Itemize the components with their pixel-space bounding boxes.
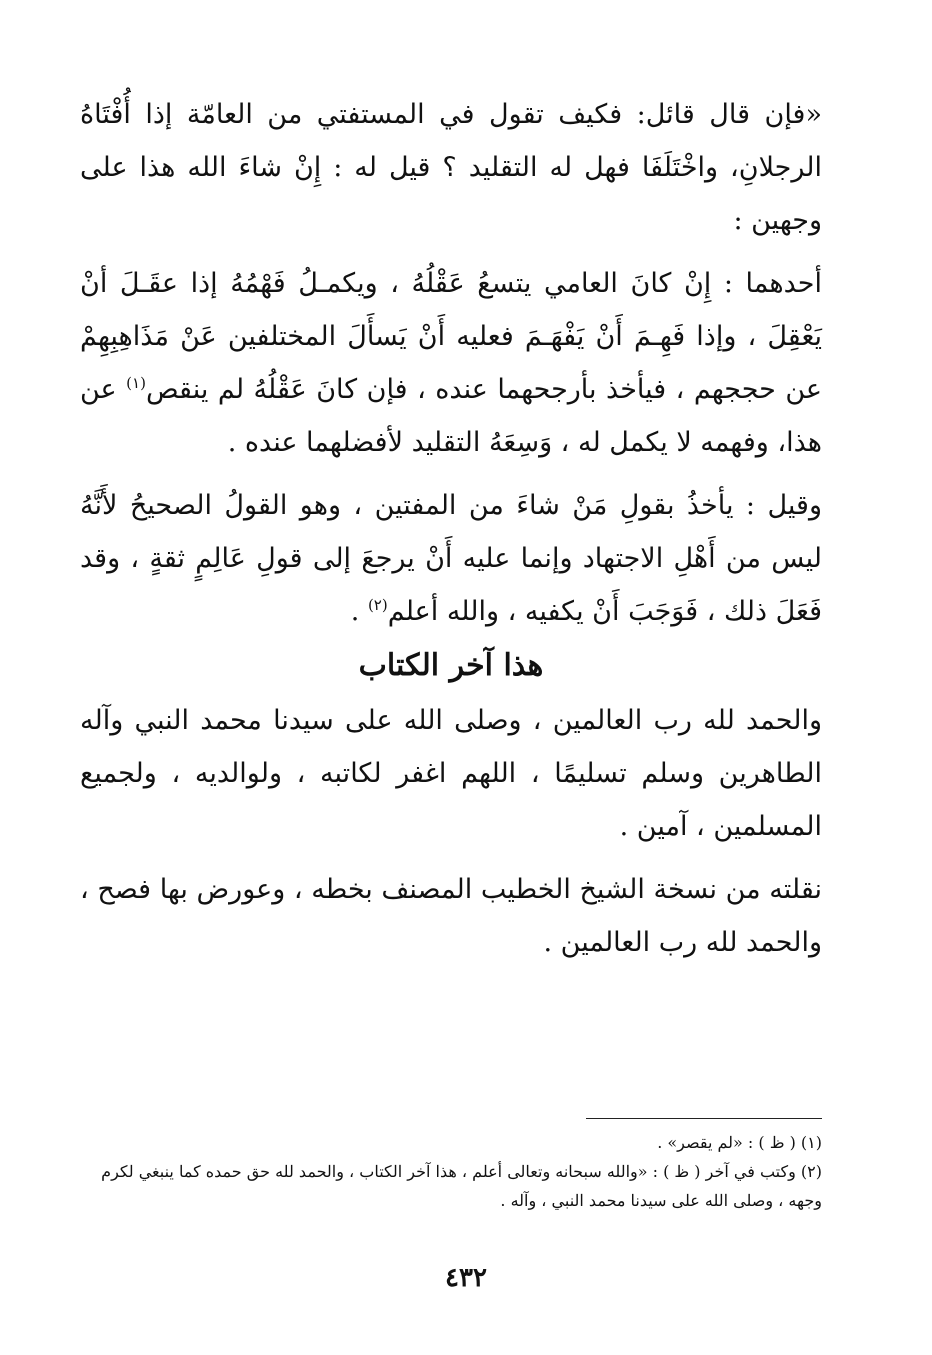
paragraph-question [80, 88, 822, 247]
main-text [80, 88, 822, 969]
section-heading: هذا آخر الكتاب [358, 648, 544, 683]
footnote-ref-2[interactable]: (٢) [367, 596, 388, 614]
footnote-divider [586, 1118, 822, 1119]
paragraph-first-view-text-b: عن هذا، وفهمه لا يكمل له ، وَسِعَهُ التقليد لأفضلهما عنده . [80, 374, 822, 458]
footnote-2: (٢) وكتب في آخر ( ظ ) : «والله سبحانه وتعالى أعلم ، هذا آخر الكتاب ، والحمد لله حق حمده كما ينبغي لكرم وجهه ، وصلى الله على سيدنا محمد النبي ، وآله . [101, 1162, 822, 1210]
paragraph-second-view-text-a: وقيل : يأخذُ بقولِ مَنْ شاءَ من المفتين ، وهو القولُ الصحيحُ لأَنَّهُ ليس من أَهْلِ الاجتهاد وإنما عليه أَنْ يرجعَ إلى قولِ عَالِمٍ ثقةٍ ، وقد فَعَلَ ذلك ، فَوَجَبَ أَنْ يكفيه ، والله أعلم [80, 490, 822, 627]
paragraph-question-text: «فإن قال قائل: فكيف تقول في المستفتي من العامّة إذا أُفْتَاهُ الرجلانِ، واخْتَلَفَا فهل له التقليد ؟ قيل له : إِنْ شاءَ الله هذا على وجهين : [80, 99, 822, 236]
paragraph-copy-note: نقلته من نسخة الشيخ الخطيب المصنف بخطه ، وعورض بها فصح ، والحمد لله رب العالمين . [80, 874, 822, 958]
footnote-ref-1[interactable]: (١) [126, 374, 146, 392]
paragraph-second-view [80, 479, 822, 638]
page-number: ٤٣٢ [445, 1263, 487, 1293]
paragraph-closing-prayer: والحمد لله رب العالمين ، وصلى الله على سيدنا محمد النبي وآله الطاهرين وسلم تسليمًا ، اللهم اغفر لكاتبه ، ولوالديه ، ولجميع المسلمين ، آمين . [80, 705, 822, 842]
footnotes [80, 1128, 822, 1215]
paragraph-second-view-text-b: . [350, 596, 368, 627]
paragraph-first-view-text-a: أحدهما : إِنْ كانَ العامي يتسعُ عَقْلُهُ ، ويكمـلُ فَهْمُهُ إذا عقَـلَ أنْ يَعْقِلَ ، وإذا فَهِـمَ أَنْ يَفْهَـمَ فعليه أَنْ يَسأَلَ المختلفين عَنْ مَذَاهِبِهِمْ عن حججهم ، فيأخذ بأرجحهما عنده ، فإن كانَ عَقْلُهُ لم ينقص [80, 268, 823, 405]
footnote-1: (١) ( ظ ) : «لم يقصر» . [657, 1133, 822, 1152]
paragraph-first-view [80, 257, 822, 469]
